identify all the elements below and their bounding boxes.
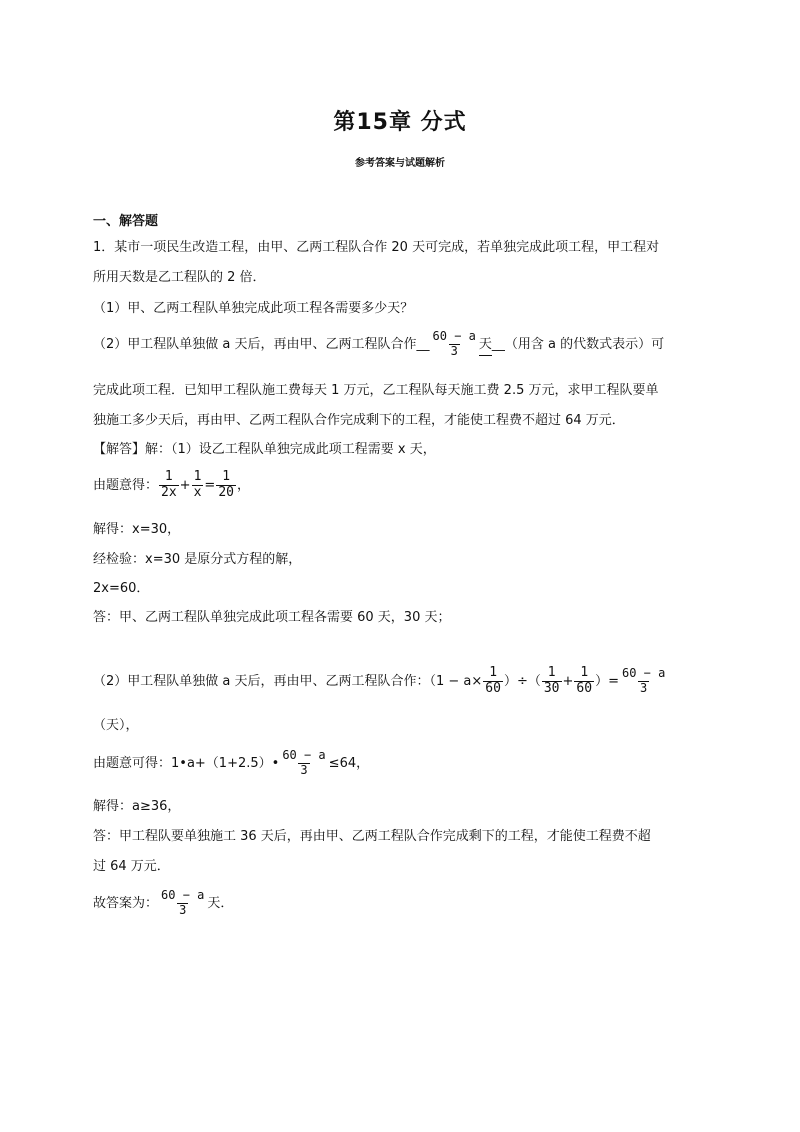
fraction-1-over-2x	[159, 470, 179, 501]
inequality-text: 由题意可得：1•a+（1+2.5）•	[93, 755, 280, 771]
fraction-denominator: 2x	[161, 484, 177, 500]
question-2-text: （2）甲工程队单独做 a 天后，再由甲、乙两工程队合作	[93, 336, 417, 352]
fraction-1-over-60	[483, 666, 503, 697]
solution-inequality	[93, 749, 369, 778]
fraction-denominator: 3	[179, 902, 187, 917]
fraction-numerator: 1	[547, 665, 556, 680]
equation-tail: ，	[236, 477, 250, 493]
final-answer-label: 故答案为：	[93, 895, 159, 911]
inequality-tail: ≤64，	[328, 755, 370, 771]
fraction-1-over-30	[542, 666, 562, 697]
solution-solve-x: 解得：x=30，	[93, 522, 181, 537]
plus-sign: +	[179, 477, 191, 493]
solution-unit-days: （天），	[93, 718, 139, 733]
fraction-denominator: 3	[640, 680, 648, 695]
question-2-note: （用含 a 的代数式表示）可	[504, 336, 665, 352]
fraction-60-minus-a-over-3	[280, 749, 327, 778]
fraction-numerator: 1	[489, 665, 498, 680]
solution-answer-2-line-2: 过 64 万元．	[93, 859, 170, 874]
fraction-1-over-x	[192, 470, 204, 501]
division-text: ）÷（	[503, 673, 541, 689]
fraction-denominator: 60	[485, 680, 501, 696]
answer-blank-fraction	[431, 330, 478, 359]
fraction-denominator: 3	[450, 343, 458, 358]
solution-solve-a: 解得：a≥36，	[93, 799, 181, 814]
page-subtitle: 参考答案与试题解析	[355, 158, 445, 169]
problem-line-1: 1．某市一项民生改造工程，由甲、乙两工程队合作 20 天可完成，若单独完成此项工程，甲工程对	[93, 240, 660, 255]
fraction-numerator: 1	[193, 469, 202, 484]
expression-text: （2）甲工程队单独做 a 天后，再由甲、乙两工程队合作：（1 − a×	[93, 673, 483, 689]
question-1: （1）甲、乙两工程队单独完成此项工程各需要多少天？	[93, 301, 414, 316]
question-2	[93, 330, 664, 359]
fraction-1-over-20	[216, 470, 236, 501]
fraction-60-minus-a-over-3	[159, 889, 206, 918]
fraction-denominator: 60	[576, 680, 593, 696]
problem-line-6: 独施工多少天后，再由甲、乙两工程队合作完成剩下的工程，才能使工程费不超过 64 万元．	[93, 413, 625, 428]
answer-blank-unit: 天	[479, 335, 492, 356]
final-answer-unit: 天．	[207, 895, 234, 911]
fraction-denominator: 30	[543, 680, 560, 696]
solution-check: 经检验：x=30 是原分式方程的解，	[93, 552, 302, 567]
solution-answer-1: 答：甲、乙两工程队单独完成此项工程各需要 60 天，30 天；	[93, 610, 451, 625]
fraction-numerator: 1	[164, 469, 173, 484]
equals-sign: =	[204, 477, 216, 493]
equation-label: 由题意得：	[93, 477, 159, 493]
fraction-numerator: 1	[580, 665, 589, 680]
fraction-numerator: 60 − a	[621, 666, 666, 681]
problem-line-5: 完成此项工程．已知甲工程队施工费每天 1 万元，乙工程队每天施工费 2.5 万元，求甲工程队要单	[93, 383, 659, 398]
solution-intro: 【解答】解：（1）设乙工程队单独完成此项工程需要 x 天，	[93, 442, 436, 457]
final-answer	[93, 889, 233, 918]
fraction-denominator: x	[193, 484, 202, 500]
fraction-numerator: 60 − a	[432, 329, 476, 343]
section-heading: 一、解答题	[93, 214, 159, 229]
fraction-1-over-60-second	[574, 666, 594, 697]
fraction-60-minus-a-over-3	[620, 667, 667, 696]
solution-equation-1	[93, 470, 250, 501]
solution-answer-2-line-1: 答：甲工程队要单独施工 36 天后，再由甲、乙两工程队合作完成剩下的工程，才能使工程费不超	[93, 829, 651, 844]
answer-blank-lead: __	[416, 336, 430, 352]
solution-2x: 2x=60．	[93, 581, 150, 596]
fraction-numerator: 60 − a	[282, 748, 326, 762]
fraction-denominator: 20	[218, 484, 234, 500]
fraction-numerator: 60 − a	[161, 888, 205, 902]
plus-sign: +	[562, 673, 574, 689]
close-paren-equals: ）=	[595, 673, 619, 689]
solution-part-2-expression	[93, 666, 668, 697]
fraction-denominator: 3	[300, 762, 308, 777]
problem-line-2: 所用天数是乙工程队的 2 倍．	[93, 270, 266, 285]
answer-blank-tail: __	[491, 336, 505, 352]
fraction-numerator: 1	[222, 469, 231, 484]
page-title: 第15章 分式	[333, 110, 467, 135]
